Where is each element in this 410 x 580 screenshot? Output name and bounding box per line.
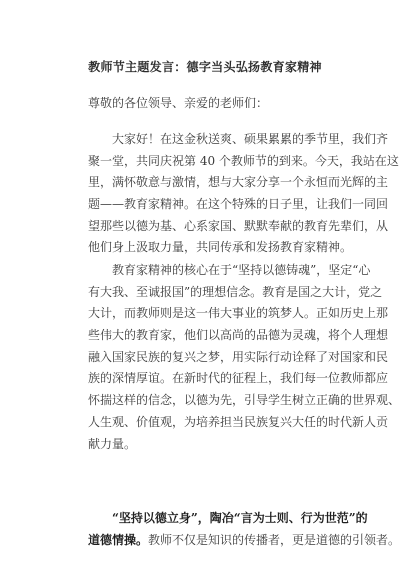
paragraph-line: 里，满怀敬意与激情，想与大家分享一个永恒而光辉的主 <box>88 175 389 190</box>
paragraph-line: 大计，而教师则是这一伟大事业的筑梦人。正如历史上那 <box>88 306 389 321</box>
body-text: 教师不仅是知识的传播者，更是道德的引领者。 <box>148 532 401 547</box>
paragraph-line: 献力量。 <box>88 436 137 451</box>
paragraph-line <box>88 508 368 530</box>
paragraph-line: 有大我、至诚报国”的理想信念。教育是国之大计，党之 <box>88 284 383 299</box>
salutation: 尊敬的各位领导、亲爱的老师们： <box>88 96 269 110</box>
paragraph-line: 族的深情厚谊。在新时代的征程上，我们每一位教师都应 <box>88 371 389 386</box>
paragraph-line <box>88 530 401 552</box>
bold-heading-text: 道德情操。 <box>88 532 149 547</box>
paragraph-line: 大家好！在这金秋送爽、硕果累累的季节里，我们齐 <box>112 132 389 146</box>
paragraph-line: 人生观、价值观，为培养担当民族复兴大任的时代新人贡 <box>88 414 389 429</box>
paragraph-line: 他们身上汲取力量，共同传承和发扬教育家精神。 <box>88 240 353 255</box>
paragraph-core-spirit <box>88 260 401 455</box>
paragraph-line: 教育家精神的核心在于“坚持以德铸魂”，坚定“心 <box>112 263 371 277</box>
paragraph-line: 融入国家民族的复兴之梦，用实际行动诠释了对国家和民 <box>88 349 389 364</box>
paragraph-moral-integrity <box>88 508 401 551</box>
paragraph-line: 些伟大的教育家，他们以高尚的品德为灵魂，将个人理想 <box>88 328 389 343</box>
document-title: 教师节主题发言：德字当头弘扬教育家精神 <box>88 60 322 74</box>
paragraph-line: 题——教育家精神。在这个特殊的日子里，让我们一同回 <box>88 197 389 212</box>
bold-heading-text: “坚持以德立身”，陶冶“言为士则、行为世范”的 <box>112 511 368 525</box>
paragraph-opening <box>88 129 399 259</box>
paragraph-line: 怀揣这样的信念，以德为先，引导学生树立正确的世界观、 <box>88 393 401 408</box>
paragraph-line: 聚一堂，共同庆祝第 40 个教师节的到来。今天，我站在这 <box>88 153 399 168</box>
paragraph-line: 望那些以德为基、心系家国、默默奉献的教育先辈们，从 <box>88 218 389 233</box>
